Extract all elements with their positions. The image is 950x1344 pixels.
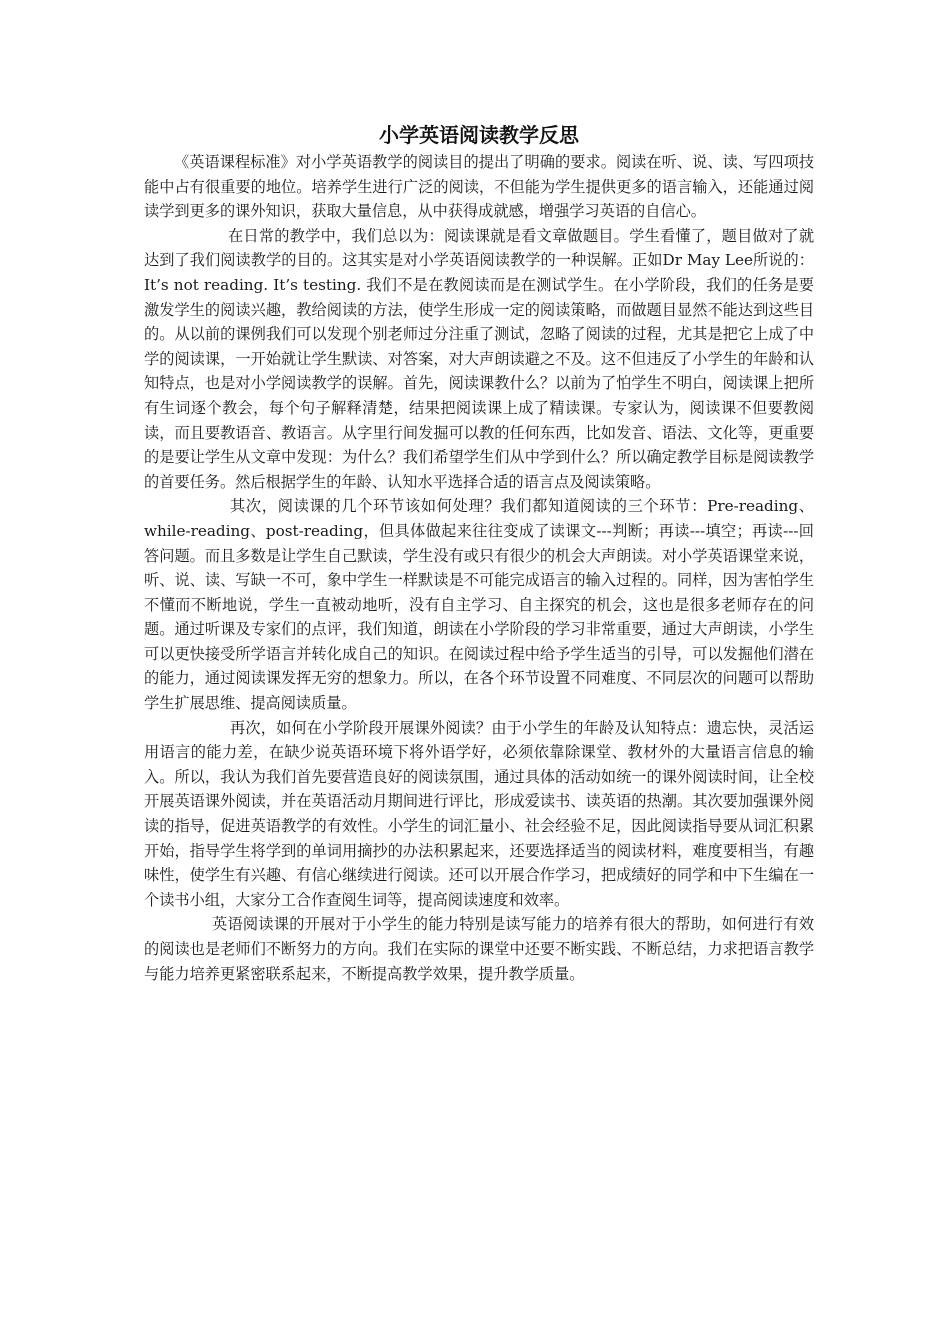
paragraph-extracurricular-reading: 再次，如何在小学阶段开展课外阅读？由于小学生的年龄及认知特点：遗忘快，灵活运用语言的能力差，在缺少说英语环境下将外语学好，必须依靠除课堂、教材外的大量语言信息的输入。所以，我认为我们首先要营造良好的阅读氛围，通过具体的活动如统一的课外阅读时间，让全校开展英语课外阅读，并在英语活动月期间进行评比，形成爱读书、读英语的热潮。其次要加强课外阅读的指导，促进英语教学的有效性。小学生的词汇量小、社会经验不足，因此阅读指导要从词汇积累开始，指导学生将学到的单词用摘抄的办法积累起来，还要选择适当的阅读材料，难度要相当，有趣味性，使学生有兴趣、有信心继续进行阅读。还可以开展合作学习，把成绩好的同学和中下生编在一个读书小组，大家分工合作查阅生词等，提高阅读速度和效率。 <box>144 718 814 909</box>
paragraph-conclusion: 英语阅读课的开展对于小学生的能力特别是读写能力的培养有很大的帮助，如何进行有效的阅读也是老师们不断努力的方向。我们在实际的课堂中还要不断实践、不断总结，力求把语言教学与能力培养更紧密联系起来，不断提高教学效果，提升教学质量。 <box>144 915 814 983</box>
document-body <box>144 122 814 986</box>
paragraph-reading-stages: 其次，阅读课的几个环节该如何处理？我们都知道阅读的三个环节：Pre-reading、while-reading、post-reading，但具体做起来往往变成了读课文---判断；再读---填空；再读---回答问题。而且多数是让学生自己默读，学生没有或只有很少的机会大声朗读。对小学英语课堂来说，听、说、读、写缺一不可，象中学生一样默读是不可能完成语言的输入过程的。同样，因为害怕学生不懂而不断地说，学生一直被动地听，没有自主学习、自主探究的机会，这也是很多老师存在的问题。通过听课及专家们的点评，我们知道，朗读在小学阶段的学习非常重要，通过大声朗读，小学生可以更快接受所学语言并转化成自己的知识。在阅读过程中给予学生适当的引导，可以发掘他们潜在的能力，通过阅读课发挥无穷的想象力。所以，在各个环节设置不同难度、不同层次的问题可以帮助学生扩展思维、提高阅读质量。 <box>144 497 814 713</box>
document-title: 小学英语阅读教学反思 <box>379 123 579 147</box>
paragraph-misconception: 在日常的教学中，我们总以为：阅读课就是看文章做题目。学生看懂了，题目做对了就达到了我们阅读教学的目的。这其实是对小学英语阅读教学的一种误解。正如Dr May Lee所说的：It’s not reading. It’s testing. 我们不是在教阅读而是在测试学生。在小学阶段，我们的任务是要激发学生的阅读兴趣，教给阅读的方法，使学生形成一定的阅读策略，而做题目显然不能达到这些目的。从以前的课例我们可以发现个别老师过分注重了测试，忽略了阅读的过程，尤其是把它上成了中学的阅读课，一开始就让学生默读、对答案，对大声朗读避之不及。这不但违反了小学生的年龄和认知特点，也是对小学阅读教学的误解。首先，阅读课教什么？以前为了怕学生不明白，阅读课上把所有生词逐个教会，每个句子解释清楚，结果把阅读课上成了精读课。专家认为，阅读课不但要教阅读，而且要教语音、教语言。从字里行间发掘可以教的任何东西，比如发音、语法、文化等，更重要的是要让学生从文章中发现：为什么？我们希望学生们从中学到什么？所以确定教学目标是阅读教学的首要任务。然后根据学生的年龄、认知水平选择合适的语言点及阅读策略。 <box>144 226 814 491</box>
paragraph-intro: 《英语课程标准》对小学英语教学的阅读目的提出了明确的要求。阅读在听、说、读、写四项技能中占有很重要的地位。培养学生进行广泛的阅读，不但能为学生提供更多的语言输入，还能通过阅读学到更多的课外知识，获取大量信息，从中获得成就感，增强学习英语的自信心。 <box>144 153 814 221</box>
